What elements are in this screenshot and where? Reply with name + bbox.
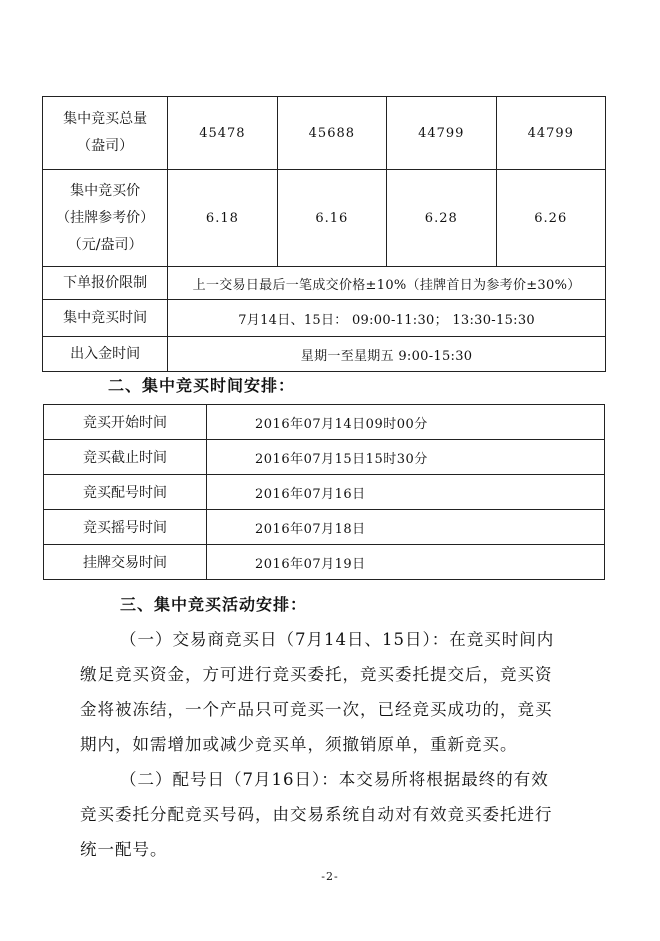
table-cell: 2016年07月14日09时00分 [207,405,605,440]
table-row [44,545,605,580]
paragraph-line: 缴足竞买资金，方可进行竞买委托，竞买委托提交后，竞买资 [80,665,553,684]
table-cell-label: 竞买摇号时间 [44,510,207,545]
paragraph-line: 期内，如需增加或减少竞买单，须撤销原单，重新竞买。 [80,735,518,754]
row-label-bidding-time: 集中竞买时间 [43,300,168,337]
row-label-funds-time: 出入金时间 [43,337,168,372]
paragraph-line: （一）交易商竞买日（7月14日、15日）：在竞买时间内 [120,630,555,649]
table-cell: 6.16 [277,170,386,267]
table-cell: 45688 [277,97,386,170]
label-line: （盎司） [77,138,134,154]
table-cell: 2016年07月19日 [207,545,605,580]
table-cell: 6.28 [387,170,496,267]
table-row [43,337,606,372]
table-cell: 星期一至星期五 9:00-15:30 [168,337,606,372]
paragraph-line: （二）配号日（7月16日）：本交易所将根据最终的有效 [120,770,549,789]
table-row [44,510,605,545]
paragraph [80,762,580,867]
table-cell: 2016年07月18日 [207,510,605,545]
table-row [43,300,606,337]
row-label-price [43,170,168,267]
table-cell: 7月14日、15日： 09:00-11:30； 13:30-15:30 [168,300,606,337]
table-cell-label: 挂牌交易时间 [44,545,207,580]
table-cell-label: 竞买开始时间 [44,405,207,440]
page-number: -2- [321,870,339,883]
section-heading: 三、集中竞买活动安排： [120,595,308,614]
table-cell-label: 竞买配号时间 [44,475,207,510]
table-cell: 6.26 [496,170,606,267]
paragraph-line: 统一配号。 [80,840,168,859]
schedule-table [43,404,605,580]
table-cell: 45478 [168,97,277,170]
table-cell: 44799 [387,97,496,170]
row-label-price-limit: 下单报价限制 [43,267,168,300]
table-row [44,440,605,475]
table-row [44,405,605,440]
paragraph-line: 竞买委托分配竞买号码，由交易系统自动对有效竞买委托进行 [80,805,553,824]
table-cell-label: 竞买截止时间 [44,440,207,475]
label-line: （挂牌参考价） [56,209,155,226]
table-cell: 2016年07月15日15时30分 [207,440,605,475]
table-cell: 6.18 [168,170,277,267]
section-heading: 二、集中竞买时间安排： [108,376,296,395]
table-row [43,97,606,170]
paragraph [80,622,580,762]
table-cell: 44799 [496,97,606,170]
table-cell: 上一交易日最后一笔成交价格±10%（挂牌首日为参考价±30%） [168,267,606,300]
label-line: （元/盎司） [67,236,143,253]
table-cell: 2016年07月16日 [207,475,605,510]
label-line: 集中竞买价 [70,182,141,199]
table-row [43,267,606,300]
table-row [44,475,605,510]
trading-parameters-table [42,96,606,372]
table-row [43,170,606,267]
paragraph-line: 金将被冻结，一个产品只可竞买一次，已经竞买成功的，竞买 [80,700,553,719]
row-label-total-volume [43,97,168,170]
label-line: 集中竞买总量 [63,111,148,127]
